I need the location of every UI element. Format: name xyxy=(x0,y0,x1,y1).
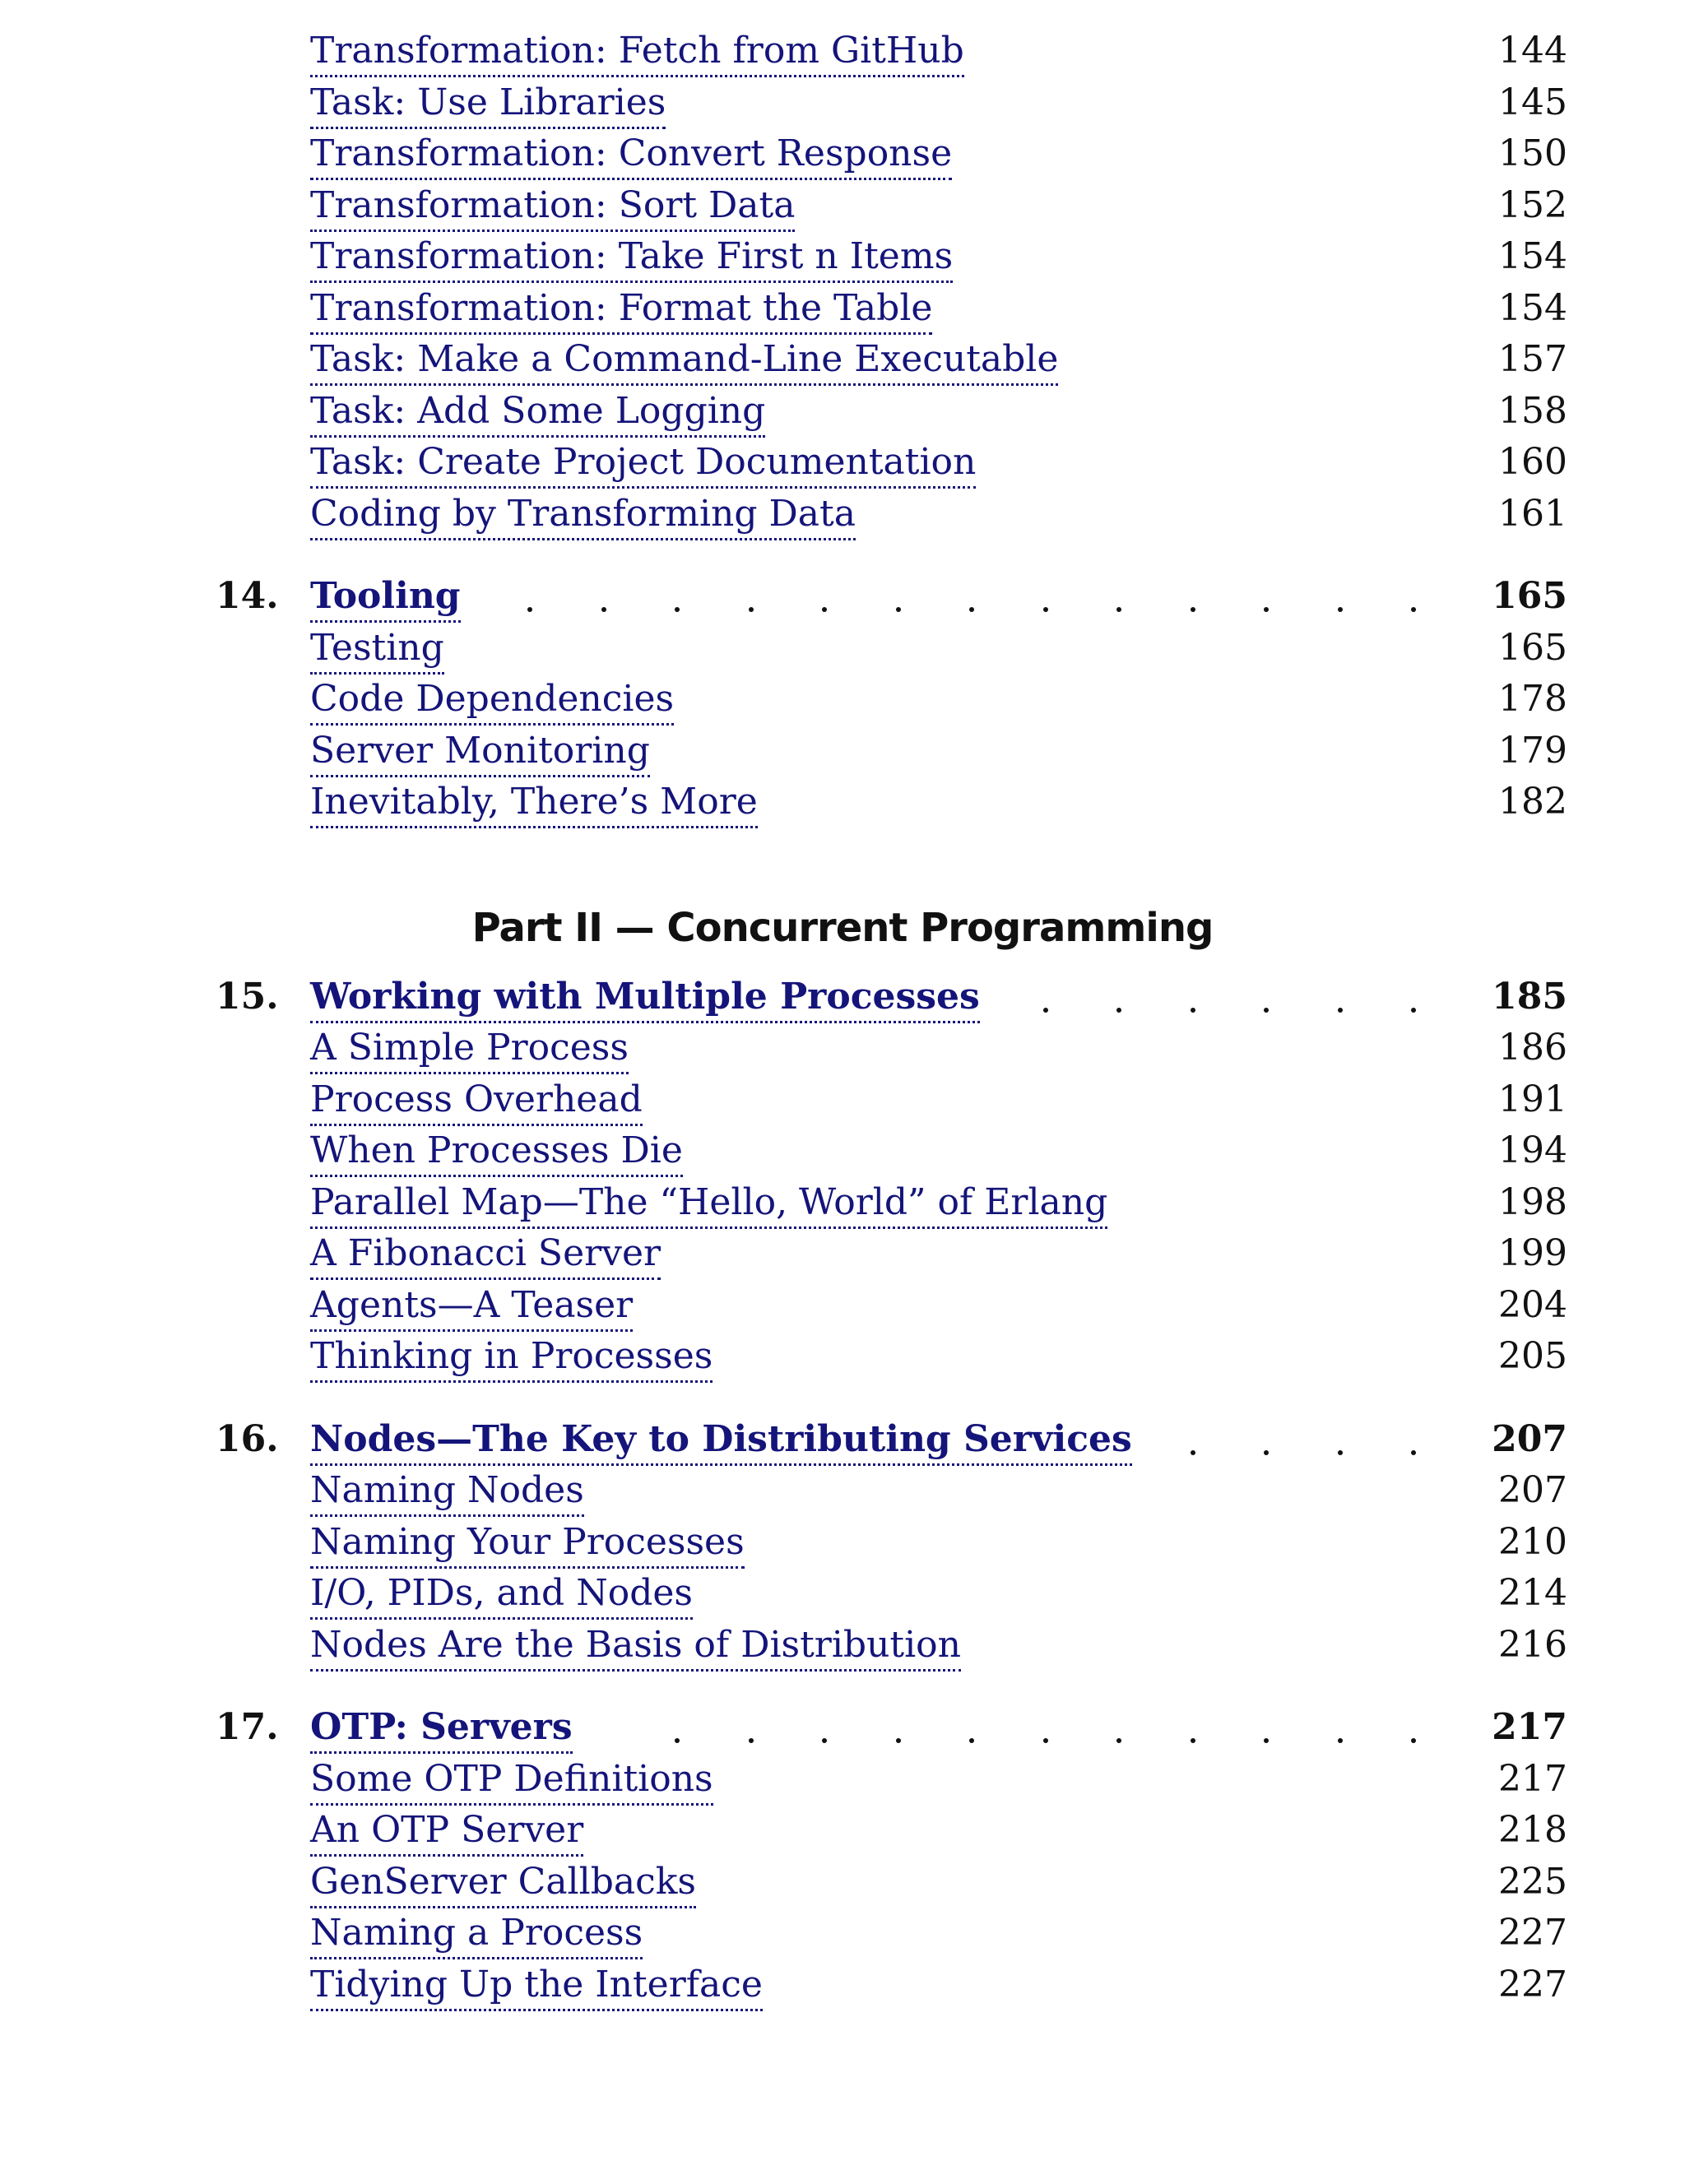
section-link[interactable]: GenServer Callbacks xyxy=(310,1859,696,1908)
toc-entry xyxy=(0,234,1685,285)
page-number: 199 xyxy=(1498,1232,1567,1274)
toc-entry xyxy=(0,1333,1685,1384)
section-link[interactable]: Inevitably, There’s More xyxy=(310,779,758,828)
leader-dot xyxy=(896,607,901,612)
page-number: 182 xyxy=(1498,781,1567,823)
page-number: 165 xyxy=(1498,626,1567,669)
toc-entry xyxy=(0,1962,1685,2013)
section-link[interactable]: A Fibonacci Server xyxy=(310,1231,661,1280)
page-number: 150 xyxy=(1498,132,1567,174)
section-link[interactable]: Transformation: Sort Data xyxy=(310,183,795,232)
chapter-heading-row xyxy=(0,1704,1685,1755)
section-link[interactable]: Nodes Are the Basis of Distribution xyxy=(310,1622,961,1672)
toc-entry xyxy=(0,439,1685,490)
leader-dot xyxy=(1116,1008,1121,1013)
toc-entry xyxy=(0,1807,1685,1858)
section-link[interactable]: Naming Your Processes xyxy=(310,1519,745,1569)
page-number: 227 xyxy=(1498,1963,1567,2005)
leader-dot xyxy=(1411,1738,1416,1743)
page-number: 225 xyxy=(1498,1860,1567,1903)
chapter-heading-row xyxy=(0,1417,1685,1468)
page-number: 191 xyxy=(1498,1078,1567,1120)
chapter-heading-row xyxy=(0,573,1685,624)
part-heading: Part II — Concurrent Programming xyxy=(471,904,1214,951)
toc-entry xyxy=(0,1025,1685,1076)
leader-dot xyxy=(1264,1008,1269,1013)
toc-entry xyxy=(0,1910,1685,1961)
section-link[interactable]: Code Dependencies xyxy=(310,676,674,726)
page-number: 207 xyxy=(1492,1417,1567,1460)
leader-dot xyxy=(1116,1738,1121,1743)
section-link[interactable]: Naming Nodes xyxy=(310,1468,584,1517)
leader-dot xyxy=(749,607,754,612)
toc-entry xyxy=(0,1077,1685,1128)
toc-entry xyxy=(0,1756,1685,1807)
page-number: 205 xyxy=(1498,1335,1567,1377)
chapter-heading-row xyxy=(0,974,1685,1025)
section-link[interactable]: Task: Use Libraries xyxy=(310,80,666,129)
page-number: 179 xyxy=(1498,729,1567,772)
page-number: 144 xyxy=(1498,30,1567,72)
section-link[interactable]: Agents—A Teaser xyxy=(310,1282,633,1332)
leader-dot xyxy=(675,607,680,612)
leader-dot xyxy=(1043,1738,1048,1743)
page-number: 154 xyxy=(1498,235,1567,277)
chapter-title-link[interactable]: Working with Multiple Processes xyxy=(310,974,980,1023)
leader-dot xyxy=(1264,1450,1269,1455)
toc-entry xyxy=(0,1859,1685,1910)
section-link[interactable]: Task: Add Some Logging xyxy=(310,388,765,438)
leader-dot xyxy=(1338,607,1343,612)
section-link[interactable]: Server Monitoring xyxy=(310,728,650,777)
leader-dot xyxy=(1338,1008,1343,1013)
toc-entry xyxy=(0,1128,1685,1179)
leader-dot xyxy=(527,607,532,612)
leader-dot xyxy=(1411,607,1416,612)
section-link[interactable]: Testing xyxy=(310,625,444,675)
toc-entry xyxy=(0,336,1685,387)
leader-dot xyxy=(896,1738,901,1743)
toc-entry xyxy=(0,625,1685,676)
section-link[interactable]: Some OTP Definitions xyxy=(310,1756,713,1806)
page-number: 161 xyxy=(1498,492,1567,535)
page-number: 214 xyxy=(1498,1572,1567,1614)
toc-entry xyxy=(0,80,1685,131)
section-link[interactable]: Transformation: Format the Table xyxy=(310,285,932,335)
leader-dot xyxy=(822,607,827,612)
leader-dot xyxy=(1043,1008,1048,1013)
toc-entry xyxy=(0,779,1685,830)
leader-dot xyxy=(1338,1450,1343,1455)
toc-entry xyxy=(0,676,1685,727)
leader-dot xyxy=(1043,607,1048,612)
section-link[interactable]: Tidying Up the Interface xyxy=(310,1962,763,2011)
leader-dot xyxy=(749,1738,754,1743)
section-link[interactable]: Transformation: Fetch from GitHub xyxy=(310,28,964,77)
chapter-number: 15. xyxy=(216,975,279,1018)
section-link[interactable]: Task: Make a Command-Line Executable xyxy=(310,336,1058,386)
toc-entry xyxy=(0,131,1685,182)
toc-entry xyxy=(0,285,1685,336)
leader-dot xyxy=(1191,607,1195,612)
section-link[interactable]: Parallel Map—The “Hello, World” of Erlang xyxy=(310,1180,1107,1229)
toc-entry xyxy=(0,28,1685,79)
page-number: 194 xyxy=(1498,1129,1567,1171)
section-link[interactable]: Naming a Process xyxy=(310,1910,643,1959)
chapter-title-link[interactable]: Nodes—The Key to Distributing Services xyxy=(310,1417,1132,1466)
leader-dot xyxy=(601,607,606,612)
toc-entry xyxy=(0,1468,1685,1519)
toc-entry xyxy=(0,1231,1685,1282)
page-number: 165 xyxy=(1492,575,1567,617)
page-number: 207 xyxy=(1498,1469,1567,1511)
page-number: 157 xyxy=(1498,338,1567,380)
chapter-number: 17. xyxy=(216,1706,279,1748)
page-number: 152 xyxy=(1498,183,1567,226)
page-number: 210 xyxy=(1498,1520,1567,1563)
page-number: 216 xyxy=(1498,1623,1567,1666)
leader-dot xyxy=(675,1738,680,1743)
page-number: 158 xyxy=(1498,389,1567,432)
page-number: 217 xyxy=(1498,1757,1567,1800)
leader-dot xyxy=(1264,607,1269,612)
toc-entry xyxy=(0,1282,1685,1333)
toc-entry xyxy=(0,388,1685,439)
page-number: 178 xyxy=(1498,678,1567,720)
page-number: 217 xyxy=(1492,1706,1567,1748)
toc-entry xyxy=(0,183,1685,234)
chapter-title-link[interactable]: OTP: Servers xyxy=(310,1704,573,1754)
toc-entry xyxy=(0,491,1685,542)
page-number: 160 xyxy=(1498,441,1567,483)
leader-dot xyxy=(1191,1008,1195,1013)
page-number: 185 xyxy=(1492,975,1567,1018)
toc-entry xyxy=(0,1519,1685,1570)
leader-dot xyxy=(1116,607,1121,612)
leader-dot xyxy=(1411,1008,1416,1013)
section-link[interactable]: I/O, PIDs, and Nodes xyxy=(310,1570,693,1620)
page-number: 218 xyxy=(1498,1809,1567,1851)
page-number: 186 xyxy=(1498,1027,1567,1069)
leader-dot xyxy=(969,607,974,612)
leader-dot xyxy=(1411,1450,1416,1455)
toc-entry xyxy=(0,1180,1685,1231)
toc-entry xyxy=(0,728,1685,779)
page-number: 198 xyxy=(1498,1180,1567,1223)
section-link[interactable]: Process Overhead xyxy=(310,1077,643,1126)
section-link[interactable]: Thinking in Processes xyxy=(310,1333,713,1383)
chapter-number: 14. xyxy=(216,575,279,617)
leader-dot xyxy=(1191,1450,1195,1455)
leader-dot xyxy=(822,1738,827,1743)
toc-entry xyxy=(0,1570,1685,1621)
section-link[interactable]: Task: Create Project Documentation xyxy=(310,439,976,489)
section-link[interactable]: A Simple Process xyxy=(310,1025,629,1074)
section-link[interactable]: Transformation: Convert Response xyxy=(310,131,952,180)
section-link[interactable]: When Processes Die xyxy=(310,1128,683,1177)
page-number: 154 xyxy=(1498,286,1567,329)
page-number: 204 xyxy=(1498,1283,1567,1326)
leader-dot xyxy=(1191,1738,1195,1743)
leader-dot xyxy=(969,1738,974,1743)
leader-dot xyxy=(1338,1738,1343,1743)
section-link[interactable]: An OTP Server xyxy=(310,1807,583,1857)
section-link[interactable]: Coding by Transforming Data xyxy=(310,491,856,540)
chapter-number: 16. xyxy=(216,1417,279,1460)
toc-entry xyxy=(0,1622,1685,1673)
chapter-title-link[interactable]: Tooling xyxy=(310,573,461,623)
page-number: 227 xyxy=(1498,1912,1567,1954)
page-number: 145 xyxy=(1498,81,1567,123)
section-link[interactable]: Transformation: Take First n Items xyxy=(310,234,953,283)
leader-dot xyxy=(1264,1738,1269,1743)
